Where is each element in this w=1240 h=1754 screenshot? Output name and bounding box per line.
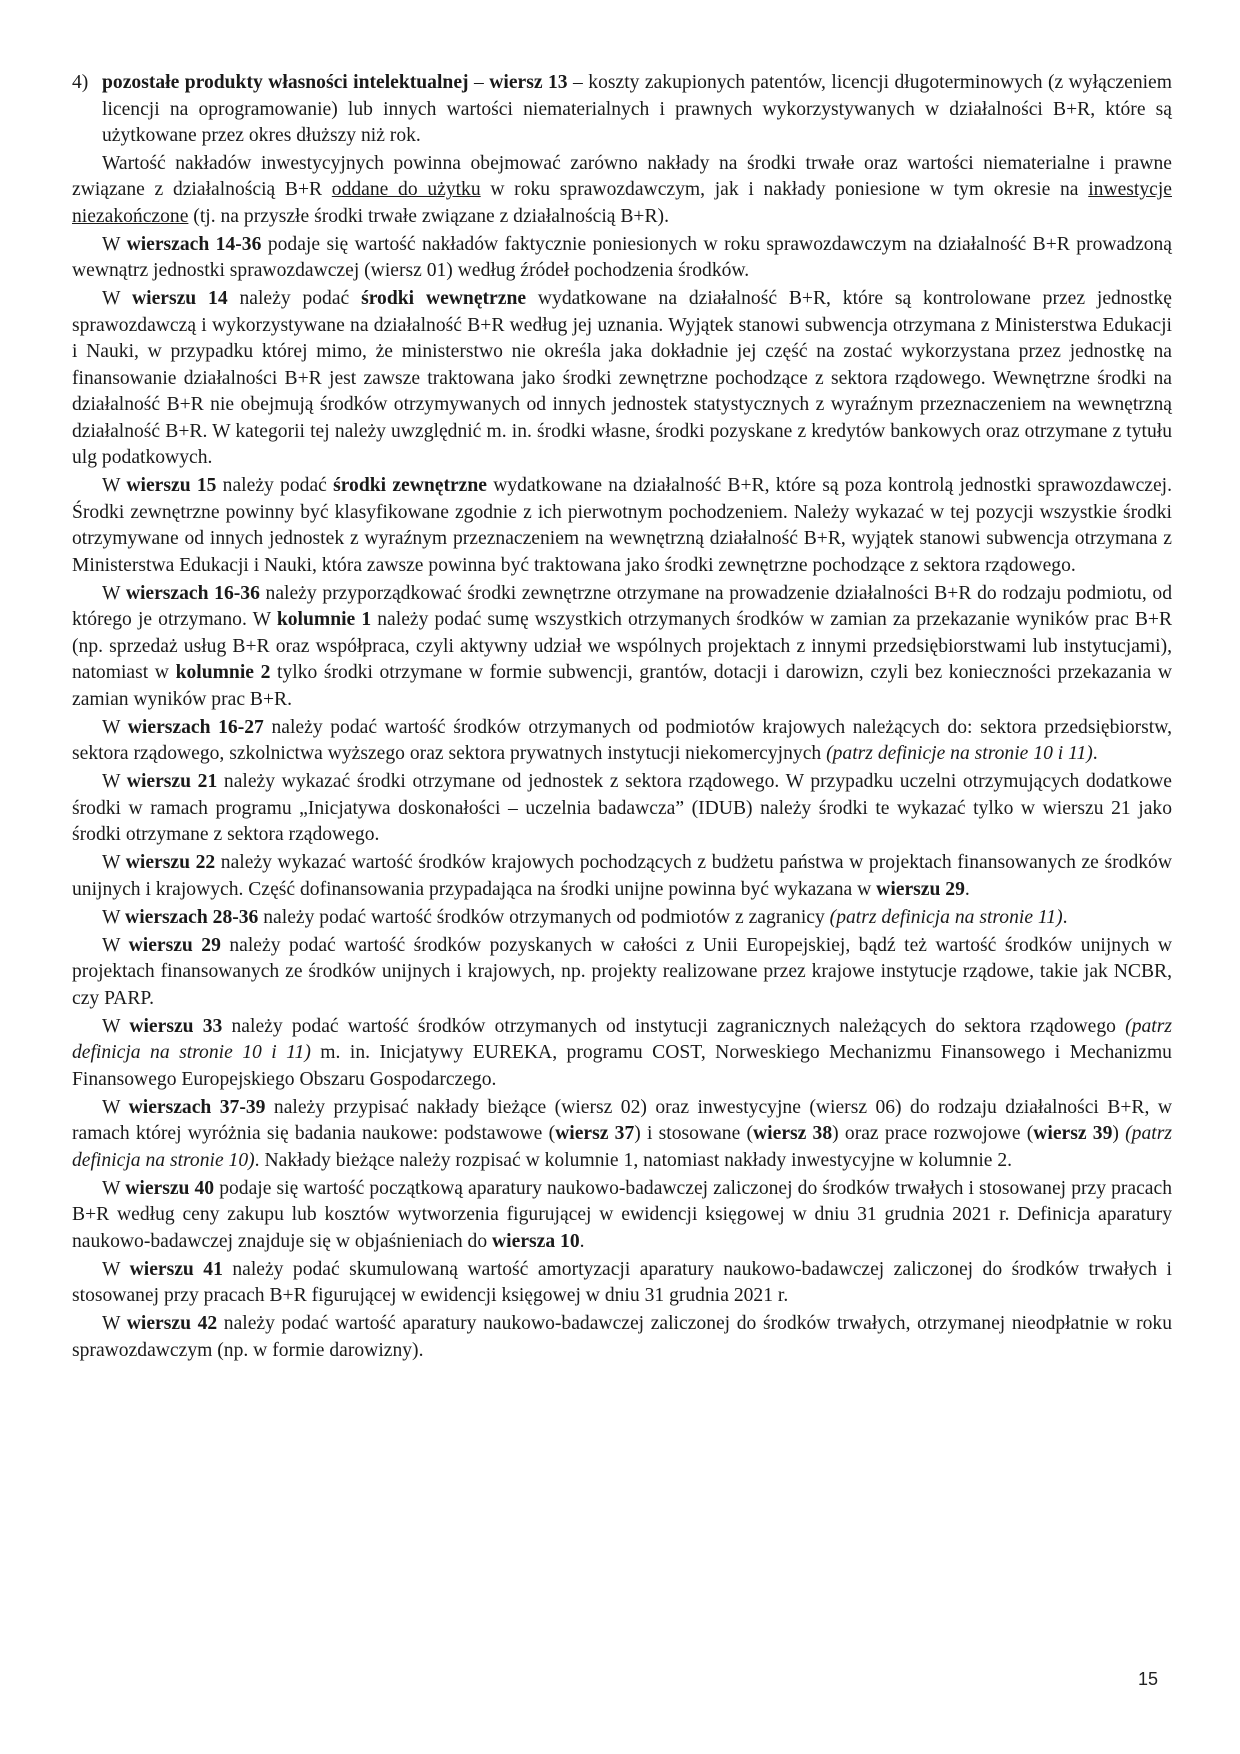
- paragraph-investment-value: [72, 151, 1172, 231]
- text: wydatkowane na działalność B+R, które są poza kontrolą jednostki sprawozdawczej. Środki zewnętrzne powinny być klasyfikowane zgodnie z ich pierwotnym pochodzeniem. Należy wykazać w tej pozycji wszystkie środki otrzymywane od innych jednostek z wyraźnym przeznaczeniem na wewnętrzną działalność B+R, wyjątek stanowi subwencja otrzymana z Ministerstwa Edukacji i Nauki, która zawsze powinna być traktowana jako środki zewnętrzne pochodzące z sektora rządowego.: [72, 475, 1172, 576]
- row-ref: wiersza 10: [492, 1230, 580, 1252]
- text: W: [102, 934, 129, 956]
- italic-reference: (patrz definicja na stronie 10 i 11): [72, 1015, 1172, 1063]
- text: . Nakłady bieżące należy rozpisać w kolumnie 1, natomiast nakłady inwestycyjne w kolumnie 2.: [254, 1149, 1013, 1171]
- text: W: [102, 852, 126, 873]
- paragraph-rows-16-36: [72, 581, 1172, 714]
- term-bold: środki wewnętrzne: [361, 288, 527, 309]
- text: należy przyporządkować środki zewnętrzne otrzymane na prowadzenie działalności B+R do rodzaju podmiotu, od którego je otrzymano. W: [72, 582, 1173, 630]
- paragraph-rows-14-36: [72, 232, 1172, 285]
- row-ref: wiersz 38: [753, 1123, 833, 1144]
- row-ref: wiersz 37: [555, 1123, 635, 1144]
- text: wydatkowane na działalność B+R, które są kontrolowane przez jednostkę sprawozdawczą i wykorzystywane na działalność B+R według jej uznania. Wyjątek stanowi subwencja otrzymana z Ministerstwa Edukacji i Nauki, w przypadku której mimo, że ministerstwo nie określa jaka dokładnie jej część na zostać wykorzystana przez jednostkę na finansowanie działalności B+R jest zawsze traktowana jako środki zewnętrzne pochodzące z sektora rządowego. Wewnętrzne środki na działalność B+R nie obejmują środków otrzymywanych od innych jednostek statystycznych z wyraźnym przeznaczeniem na wewnętrzną działalność B+R. W kategorii tej należy uwzględnić m. in. środki własne, środki pozyskane z kredytów bankowych oraz otrzymane z tytułu ulg podatkowych.: [72, 288, 1172, 468]
- row-ref: wierszu 40: [125, 1177, 215, 1199]
- list-item-number: 4): [72, 72, 89, 93]
- underlined-text: oddane do użytku: [331, 179, 481, 200]
- term-bold: środki zewnętrzne: [333, 475, 487, 496]
- row-ref: wierszu 41: [129, 1258, 223, 1280]
- text: należy wykazać środki otrzymane od jednostek z sektora rządowego. W przypadku uczelni otrzymujących dodatkowe środki w ramach programu „Inicjatywa doskonałości – uczelnia badawcza” (IDUB) należy środki te wykazać tylko w wierszu 21 jako środki otrzymane z sektora rządowego.: [72, 771, 1172, 845]
- text: W: [102, 233, 127, 255]
- text: należy podać sumę wszystkich otrzymanych środków w zamian za przekazanie wyników prac B+R (np. sprzedaż usług B+R oraz współpraca, czyli aktywny udział we wspólnych projektach z innymi przedsiębiorstwami lub instytucjami), natomiast w: [72, 609, 1173, 683]
- item-text: – koszty zakupionych patentów, licencji długoterminowych (z wyłączeniem licencji na oprogramowanie) lub innych wartości niematerialnych i prawnych wykorzystywanych w działalności B+R, które są użytkowane przez okres dłuższy niż rok.: [102, 72, 1172, 146]
- paragraph-rows-37-39: [72, 1095, 1172, 1175]
- row-ref: wierszu 15: [126, 475, 217, 496]
- text: należy podać skumulowaną wartość amortyzacji aparatury naukowo-badawczej zaliczonej do środków trwałych i stosowanej przy pracach B+R figurującej w ewidencji księgowej w dniu 31 grudnia 2021 r.: [72, 1258, 1172, 1306]
- text: podaje się wartość początkową aparatury naukowo-badawczej zaliczonej do środków trwałych i stosowanej przy pracach B+R według ceny zakupu lub kosztów wytworzenia figurującej w ewidencji księgowej w dniu 31 grudnia 2021 r. Definicja aparatury naukowo-badawczej znajduje się w objaśnieniach do: [72, 1177, 1172, 1252]
- row-ref: wierszu 22: [125, 852, 216, 873]
- row-ref: wiersz 39: [1033, 1123, 1113, 1144]
- term-bold: pozostałe produkty własności intelektualnej: [102, 72, 469, 93]
- text: W: [102, 1258, 130, 1280]
- row-ref: wierszu 29: [128, 934, 221, 956]
- text: W: [102, 582, 126, 604]
- paragraph-row-40: [72, 1176, 1172, 1256]
- paragraph-row-15: [72, 473, 1172, 579]
- underlined-text: inwestycje niezakończone: [72, 179, 1172, 227]
- text: należy podać: [227, 288, 362, 309]
- text: .: [1062, 906, 1068, 928]
- text: należy podać wartość aparatury naukowo-badawczej zaliczonej do środków trwałych, otrzymanej nieodpłatnie w roku sprawozdawczym (np. w formie darowizny).: [72, 1313, 1173, 1361]
- text: W: [102, 1096, 129, 1118]
- row-ref: wiersz 13: [489, 72, 568, 93]
- text: W: [102, 475, 127, 496]
- row-ref: wierszu 42: [126, 1313, 218, 1334]
- text: W: [102, 1313, 127, 1334]
- text: tylko środki otrzymane w formie subwencji, grantów, dotacji i darowizn, czyli bez konieczności przekazania w zamian wyników prac B+R.: [72, 662, 1172, 710]
- dash-separator: –: [468, 72, 490, 93]
- text: należy przypisać nakłady bieżące (wiersz 02) oraz inwestycyjne (wiersz 06) do rodzaju działalności B+R, w ramach której wyróżnia się badania naukowe: podstawowe (: [72, 1096, 1173, 1144]
- text: należy podać wartość środków otrzymanych od instytucji zagranicznych należących do sektora rządowego: [222, 1015, 1126, 1037]
- paragraph-row-42: [72, 1311, 1172, 1364]
- paragraph-row-41: [72, 1257, 1172, 1310]
- text: w roku sprawozdawczym, jak i nakłady poniesione w tym okresie na: [480, 179, 1089, 200]
- text: należy wykazać wartość środków krajowych pochodzących z budżetu państwa w projektach finansowanych ze środków unijnych i krajowych. Część dofinansowania przypadająca na środki unijne powinna być wykazana w: [72, 852, 1172, 900]
- text: W: [102, 288, 132, 309]
- text: (tj. na przyszłe środki trwałe związane z działalnością B+R).: [188, 205, 669, 227]
- paragraph-rows-28-36: [72, 905, 1172, 932]
- paragraph-row-21: [72, 769, 1172, 849]
- paragraph-row-14: [72, 286, 1172, 472]
- row-ref: wierszach 37-39: [128, 1096, 266, 1118]
- text: W: [102, 716, 128, 738]
- text: należy podać wartość środków otrzymanych od podmiotów krajowych należących do: sektora przedsiębiorstw, sektora rządowego, szkolnictwa wyższego oraz sektora prywatnych instytucji niekomercyjnych: [72, 716, 1172, 764]
- paragraph-row-22: [72, 850, 1172, 903]
- text: W: [102, 906, 126, 928]
- italic-reference: (patrz definicje na stronie 10 i 11): [826, 743, 1093, 764]
- text: W: [102, 1177, 126, 1199]
- text: ): [1112, 1123, 1126, 1144]
- row-ref: wierszach 16-36: [125, 582, 260, 604]
- row-ref: wierszu 33: [129, 1015, 223, 1037]
- column-ref: kolumnie 1: [276, 609, 372, 630]
- column-ref: kolumnie 2: [175, 662, 271, 683]
- paragraph-row-29: [72, 933, 1172, 1013]
- page-number: 15: [1138, 1669, 1159, 1689]
- text: należy podać: [216, 475, 334, 496]
- paragraph-rows-16-27: [72, 715, 1172, 768]
- row-ref: wierszach 14-36: [126, 233, 262, 255]
- row-ref: wierszu 21: [126, 771, 218, 792]
- row-ref: wierszu 29: [876, 878, 965, 900]
- text: .: [1092, 743, 1098, 764]
- row-ref: wierszach 28-36: [125, 906, 259, 928]
- text: należy podać wartość środków pozyskanych w całości z Unii Europejskiej, bądź też wartość środków unijnych w projektach finansowanych ze środków unijnych i krajowych, np. projekty realizowane przez krajowe instytucje rządowe, takie jak NCBR, czy PARP.: [72, 934, 1172, 1009]
- text: ) i stosowane (: [634, 1123, 754, 1144]
- list-item-4: [72, 70, 1172, 150]
- text: ) oraz prace rozwojowe (: [832, 1123, 1034, 1144]
- italic-reference: (patrz definicja na stronie 11): [829, 906, 1063, 928]
- text: należy podać wartość środków otrzymanych od podmiotów z zagranicy: [258, 906, 830, 928]
- text: W: [102, 1015, 130, 1037]
- text: W: [102, 771, 127, 792]
- list-item-body: [102, 70, 1172, 150]
- text: .: [579, 1230, 585, 1252]
- text: Wartość nakładów inwestycyjnych powinna obejmować zarówno nakłady na środki trwałe oraz wartości niematerialne i prawne związane z działalnością B+R: [72, 152, 1172, 200]
- row-ref: wierszu 14: [131, 288, 228, 309]
- italic-reference: (patrz definicja na stronie 10): [72, 1123, 1172, 1171]
- text: podaje się wartość nakładów faktycznie poniesionych w roku sprawozdawczym na działalność B+R prowadzoną wewnątrz jednostki sprawozdawczej (wiersz 01) według źródeł pochodzenia środków.: [72, 233, 1172, 281]
- paragraph-row-33: [72, 1014, 1172, 1094]
- text: .: [964, 878, 970, 900]
- document-page: [72, 70, 1172, 1366]
- text: m. in. Inicjatywy EUREKA, programu COST, Norweskiego Mechanizmu Finansowego i Mechanizmu Finansowego Europejskiego Obszaru Gospodarczego.: [72, 1042, 1172, 1090]
- row-ref: wierszach 16-27: [127, 716, 264, 738]
